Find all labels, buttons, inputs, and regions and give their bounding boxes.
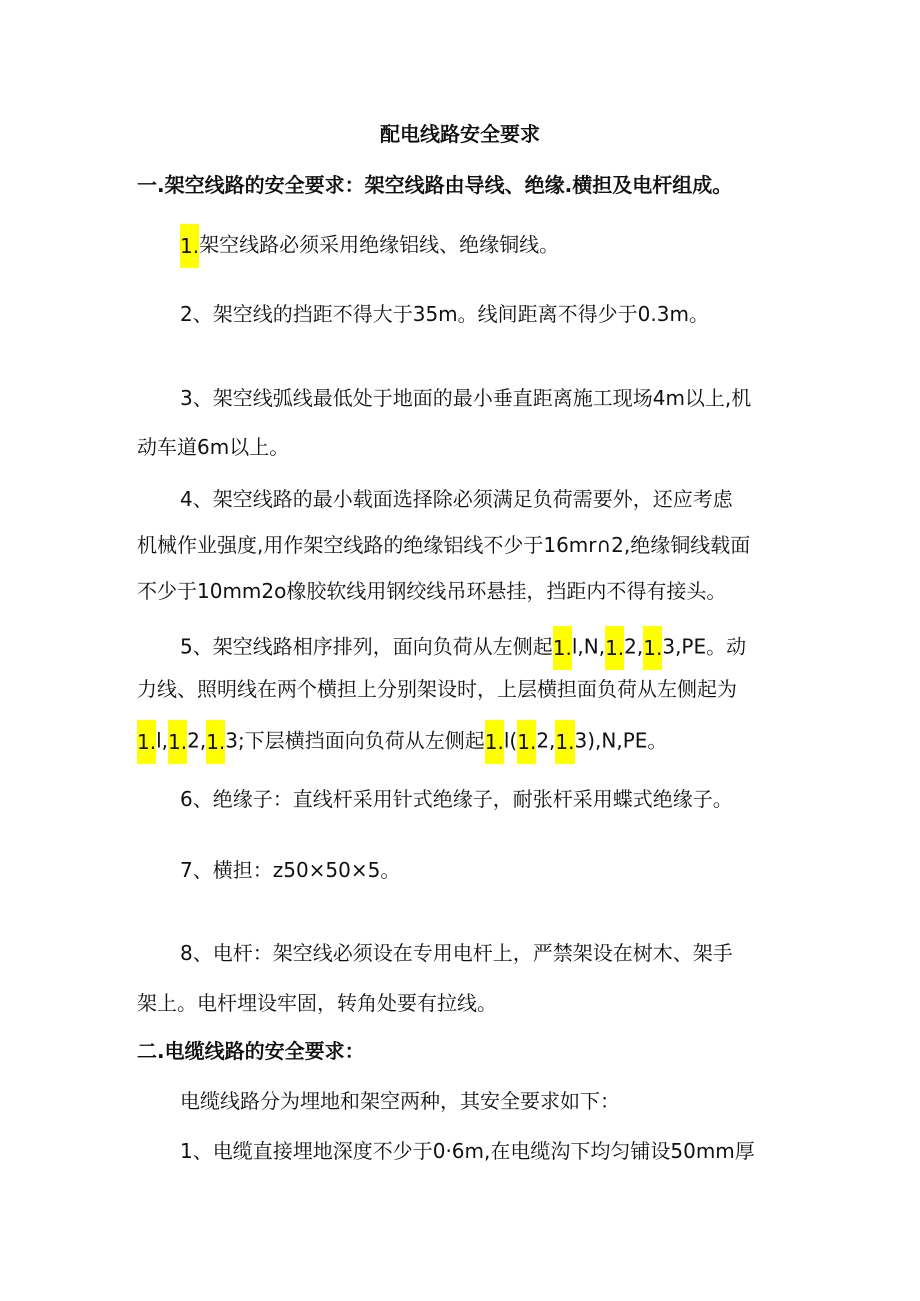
paragraph-text: 5、架空线路相序排列，面向负荷从左侧起 [180, 634, 553, 659]
paragraph-text: 3),N,PE。 [574, 728, 668, 753]
paragraph-text: 2, [187, 728, 207, 753]
paragraph-5-line-1 [180, 626, 746, 670]
section-heading-overhead-lines: 一.架空线路的安全要求：架空线路由导线、绝缘.横担及电杆组成。 [137, 173, 733, 197]
section-2-paragraph-1: 1、电缆直接埋地深度不少于0·6m,在电缆沟下均匀铺设50mm厚 [180, 1139, 755, 1163]
paragraph-2: 2、架空线的挡距不得大于35m。线间距离不得少于0.3m。 [180, 302, 709, 326]
paragraph-text: l,N, [571, 634, 606, 659]
highlight-mark: 1. [517, 720, 536, 764]
highlight-mark: 1. [485, 720, 504, 764]
paragraph-3-line-2: 动车道6m以上。 [137, 435, 290, 459]
paragraph-4-line-2: 机械作业强度,用作架空线路的绝缘铝线不少于16mr∩2,绝缘铜线载面 [137, 533, 751, 557]
paragraph-8-line-2: 架上。电杆埋设牢固，转角处要有拉线。 [137, 991, 497, 1015]
section-2-intro: 电缆线路分为埋地和架空两种，其安全要求如下： [180, 1089, 620, 1113]
highlight-mark: 1. [605, 626, 624, 670]
paragraph-text: 2, [624, 634, 644, 659]
highlight-mark: 1. [180, 224, 199, 268]
paragraph-5-line-2: 力线、照明线在两个横担上分别架设时，上层横担面负荷从左侧起为 [137, 677, 737, 701]
paragraph-text: 3,PE。动 [662, 634, 747, 659]
paragraph-text: 3;下层横挡面向负荷从左侧起 [225, 728, 485, 753]
document-title: 配电线路安全要求 [380, 122, 540, 146]
paragraph-text: 2, [536, 728, 556, 753]
highlight-mark: 1. [553, 626, 572, 670]
paragraph-1 [180, 224, 559, 268]
highlight-mark: 1. [206, 720, 225, 764]
paragraph-3-line-1: 3、架空线弧线最低处于地面的最小垂直距离施工现场4m以上,机 [180, 386, 752, 410]
paragraph-4-line-3: 不少于10mm2o橡胶软线用钢绞线吊环悬挂，挡距内不得有接头。 [137, 579, 727, 603]
paragraph-text: 架空线路必须采用绝缘铝线、绝缘铜线。 [199, 232, 560, 257]
paragraph-text: l( [503, 728, 518, 753]
highlight-mark: 1. [555, 720, 574, 764]
paragraph-7: 7、横担：z50×50×5。 [180, 858, 401, 882]
highlight-mark: 1. [643, 626, 662, 670]
paragraph-5-line-3 [137, 720, 667, 764]
highlight-mark: 1. [137, 720, 156, 764]
paragraph-text: l, [156, 728, 169, 753]
highlight-mark: 1. [168, 720, 187, 764]
paragraph-4-line-1: 4、架空线路的最小载面选择除必须满足负荷需要外，还应考虑 [180, 487, 733, 511]
section-heading-cable-lines: 二.电缆线路的安全要求： [137, 1039, 365, 1063]
paragraph-6: 6、绝缘子：直线杆采用针式绝缘子，耐张杆采用蝶式绝缘子。 [180, 787, 733, 811]
paragraph-8-line-1: 8、电杆：架空线必须设在专用电杆上，严禁架设在树木、架手 [180, 941, 733, 965]
